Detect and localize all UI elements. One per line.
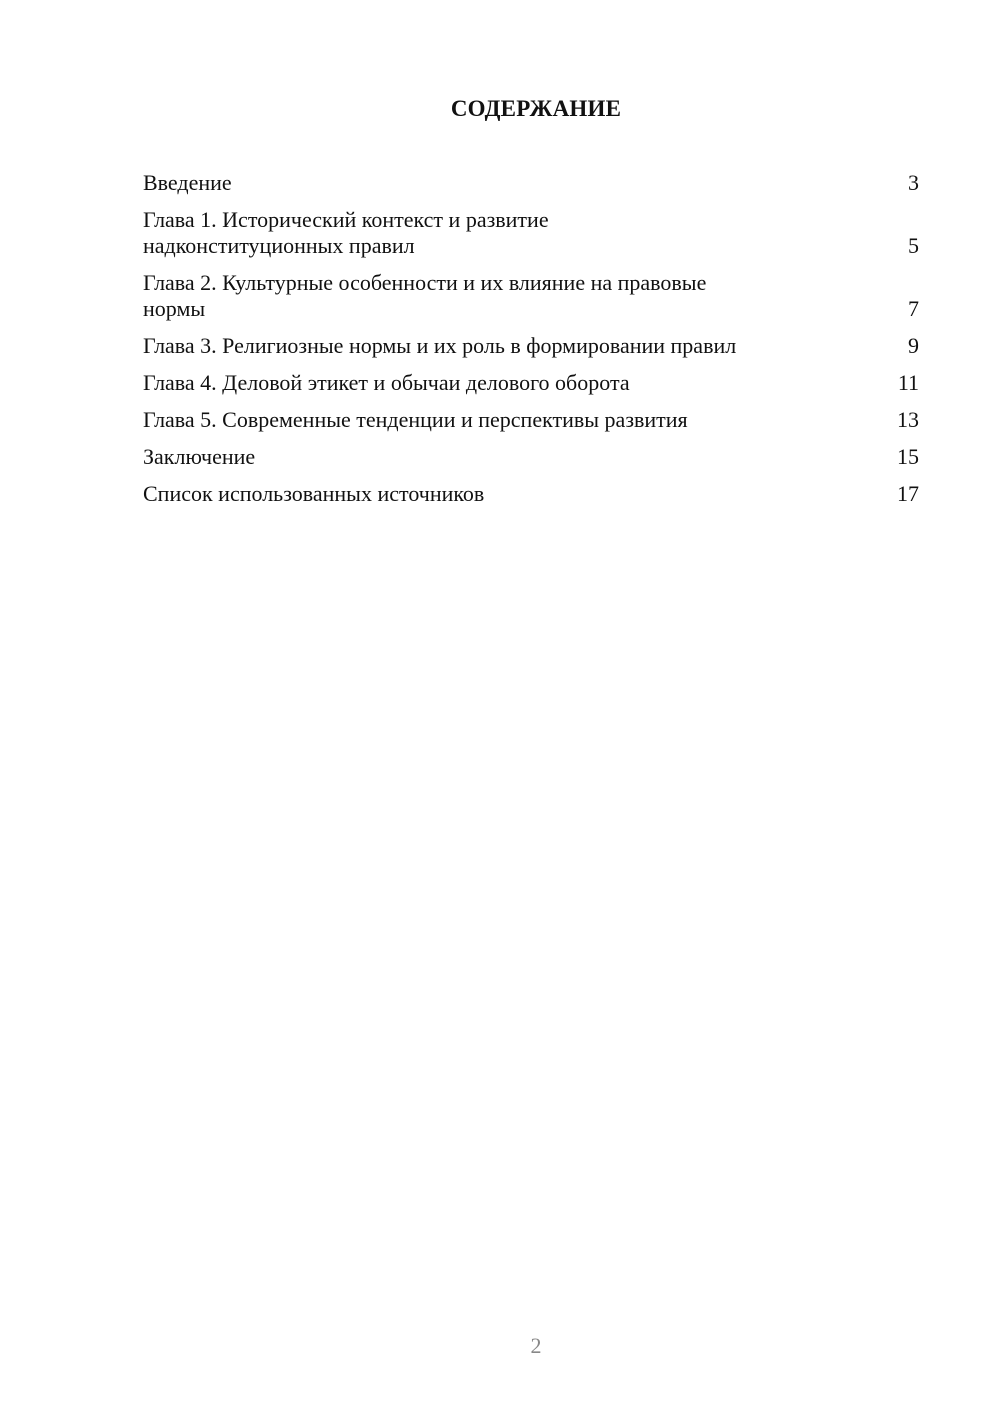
toc-entry-text: Глава 5. Современные тенденции и перспективы развития xyxy=(143,407,688,432)
toc-entry-page: 13 xyxy=(897,407,919,432)
toc-entry-page: 11 xyxy=(897,370,919,395)
page-number: 2 xyxy=(530,1333,542,1358)
table-of-contents xyxy=(143,170,919,518)
toc-entry-chapter-1[interactable] xyxy=(143,207,919,259)
toc-entry-references[interactable] xyxy=(143,481,919,507)
toc-entry-page: 9 xyxy=(908,333,919,358)
toc-entry-text: Глава 1. Исторический контекст и развитие надконституционных правил xyxy=(143,207,549,258)
toc-entry-text: Введение xyxy=(143,170,232,195)
toc-entry-text: Глава 3. Религиозные нормы и их роль в формировании правил xyxy=(143,333,737,358)
toc-entry-chapter-2[interactable] xyxy=(143,270,919,322)
toc-entry-conclusion[interactable] xyxy=(143,444,919,470)
toc-entry-page: 15 xyxy=(897,444,919,469)
toc-entry-page: 3 xyxy=(908,170,919,195)
toc-entry-text: Глава 4. Деловой этикет и обычаи делового оборота xyxy=(143,370,630,395)
toc-entry-chapter-5[interactable] xyxy=(143,407,919,433)
toc-entry-text: Глава 2. Культурные особенности и их влияние на правовые нормы xyxy=(143,270,707,321)
toc-entry-text: Заключение xyxy=(143,444,256,469)
toc-entry-chapter-3[interactable] xyxy=(143,333,919,359)
toc-title: СОДЕРЖАНИЕ xyxy=(450,96,622,121)
toc-entry-page: 5 xyxy=(908,233,919,258)
toc-entry-introduction[interactable] xyxy=(143,170,919,196)
toc-entry-text: Список использованных источников xyxy=(143,481,485,506)
toc-entry-page: 17 xyxy=(897,481,919,506)
toc-entry-chapter-4[interactable] xyxy=(143,370,919,396)
toc-entry-page: 7 xyxy=(908,296,919,321)
